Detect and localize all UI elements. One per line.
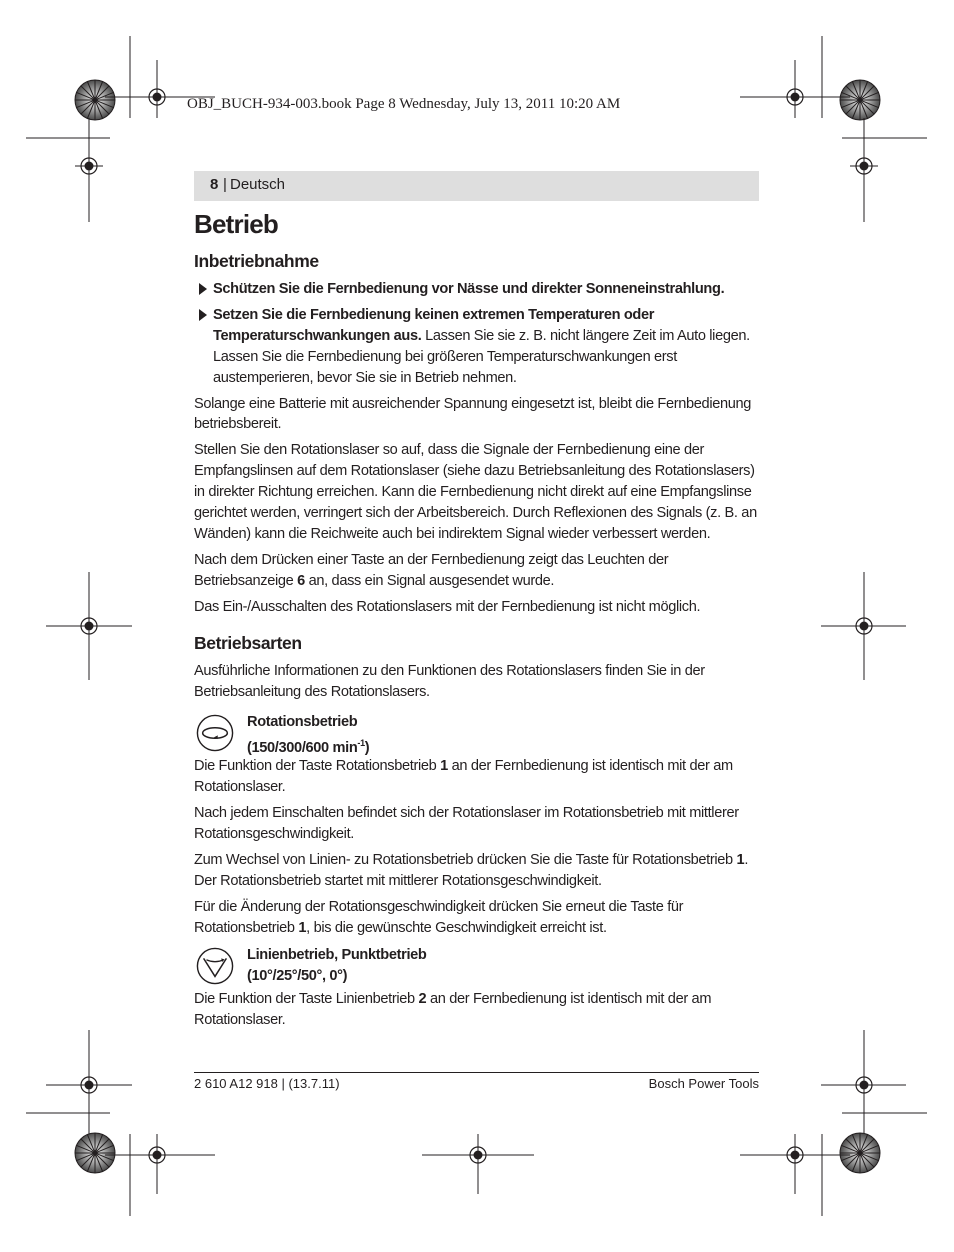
line-point-mode-icon: [196, 947, 234, 985]
bullet-bold-text: Setzen Sie die Fernbedienung keinen extremen Temperaturen oder Temperaturschwankungen aus.: [213, 306, 655, 344]
paragraph: Die Funktion der Taste Rotationsbetrieb 1 an der Fernbedienung ist identisch mit der am Rotationslaser.: [194, 758, 733, 796]
footer-brand: Bosch Power Tools: [648, 1076, 759, 1091]
rotation-mode-icon: [196, 714, 234, 752]
mode-rotation: [194, 712, 759, 756]
page-content: [194, 207, 759, 1035]
bullet-text: Lassen Sie sie z. B. nicht längere Zeit im Auto liegen. Lassen Sie die Fernbedienung bei größeren Temperaturschwankungen erst austemperieren, bevor Sie sie in Betrieb nehmen.: [213, 327, 750, 386]
paragraph: Ausführliche Informationen zu den Funktionen des Rotationslasers finden Sie in der Betriebsanleitung des Rotationslasers.: [194, 662, 705, 700]
paragraph: Das Ein-/Ausschalten des Rotationslasers mit der Fernbedienung ist nicht möglich.: [194, 598, 701, 615]
section-language: Deutsch: [230, 176, 286, 193]
mode-title: Linienbetrieb, Punktbetrieb (10°/25°/50°, 0°): [247, 946, 427, 984]
paragraph: Für die Änderung der Rotationsgeschwindigkeit drücken Sie erneut die Taste für Rotationsbetrieb 1, bis die gewünschte Geschwindigkeit erreicht ist.: [194, 898, 684, 936]
footer-doc-number: 2 610 A12 918 | (13.7.11): [194, 1076, 340, 1091]
mode-line-point: [194, 945, 759, 989]
bullet-item: [194, 305, 759, 389]
page-number: 8: [210, 176, 219, 193]
paragraph: Stellen Sie den Rotationslaser so auf, dass die Signale der Fernbedienung eine der Empfangslinsen auf dem Rotationslaser (siehe dazu Betriebsanleitung des Rotationslasers) in direkter Richtung erreichen. Kann die Fernbedienung nicht direkt auf eine Empfangslinse gerichtet werden, verringert sich der Arbeitsbereich. Durch Reflexionen des Signals (z. B. an Wänden) kann die Reichweite auch bei indirektem Signal wieder verbessert werden.: [194, 442, 757, 542]
section-separator: |: [223, 176, 227, 193]
page-title: Betrieb: [194, 209, 278, 239]
paragraph: Die Funktion der Taste Linienbetrieb 2 an der Fernbedienung ist identisch mit der am Rotationslaser.: [194, 990, 712, 1028]
bullet-text: Schützen Sie die Fernbedienung vor Nässe und direkter Sonneneinstrahlung.: [213, 281, 725, 297]
heading-modes: Betriebsarten: [194, 632, 302, 653]
file-header: OBJ_BUCH-934-003.book Page 8 Wednesday, July 13, 2011 10:20 AM: [187, 96, 621, 112]
bullet-arrow-icon: [199, 309, 207, 321]
paragraph: Solange eine Batterie mit ausreichender Spannung eingesetzt ist, bleibt die Fernbedienung betriebsbereit.: [194, 395, 752, 433]
heading-commissioning: Inbetriebnahme: [194, 251, 319, 271]
bullet-arrow-icon: [199, 283, 207, 295]
paragraph: Zum Wechsel von Linien- zu Rotationsbetrieb drücken Sie die Taste für Rotationsbetrieb 1. Der Rotationsbetrieb startet mit mittlerer Rotationsgeschwindigkeit.: [194, 852, 749, 889]
paragraph: Nach dem Drücken einer Taste an der Fernbedienung zeigt das Leuchten der Betriebsanzeige 6 an, dass ein Signal ausgesendet wurde.: [194, 551, 669, 589]
footer-rule: [194, 1072, 759, 1073]
paragraph: Nach jedem Einschalten befindet sich der Rotationslaser im Rotationsbetrieb mit mittlerer Rotationsgeschwindigkeit.: [194, 805, 739, 843]
mode-title: Rotationsbetrieb (150/300/600 $\min^{-1}$): [247, 714, 370, 757]
bullet-item: [194, 279, 759, 300]
section-bar: [194, 171, 759, 201]
